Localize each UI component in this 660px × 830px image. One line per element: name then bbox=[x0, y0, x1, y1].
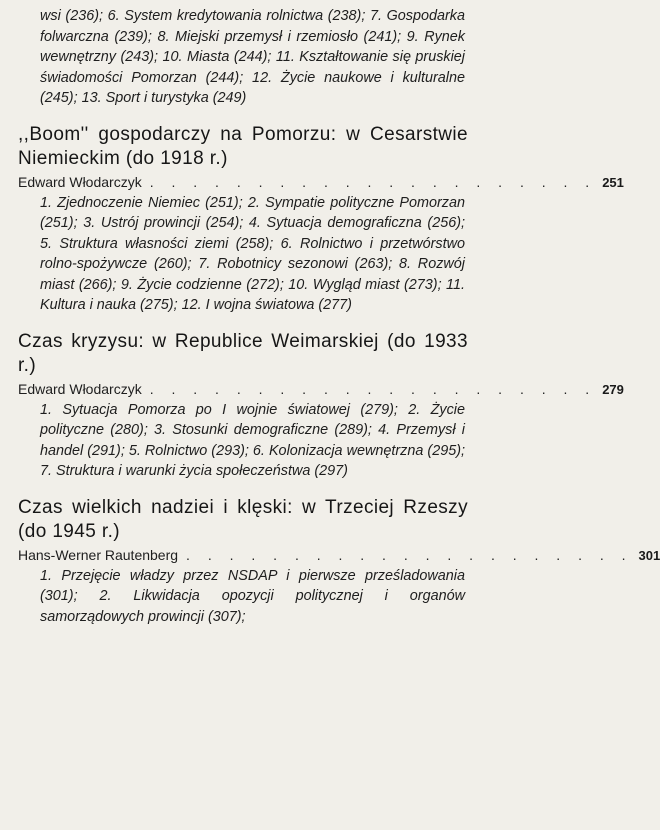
toc-entry-1[interactable] bbox=[0, 123, 624, 316]
page-number: 279 bbox=[602, 381, 624, 397]
toc-entry-2[interactable] bbox=[0, 330, 624, 482]
page-number: 251 bbox=[602, 174, 624, 190]
author-line bbox=[18, 379, 624, 400]
chapter-title: Czas wielkich nadziei i klęski: w Trzeciej Rzeszy (do 1945 r.) bbox=[18, 496, 468, 542]
chapter-author: Hans-Werner Rautenberg bbox=[18, 546, 179, 563]
author-line bbox=[18, 545, 660, 566]
dot-leader: . . . . . . . . . . . . . . . . . . . . . bbox=[149, 173, 597, 190]
author-line bbox=[18, 172, 624, 193]
chapter-author: Edward Włodarczyk bbox=[18, 380, 142, 397]
chapter-description: 1. Zjednoczenie Niemiec (251); 2. Sympatie polityczne Pomorzan (251); 3. Ustrój prowincji (254); 4. Sytuacja demograficzna (256); 5. Struktura własności ziemi (258); 6. Rolnictwo i przetwórstwo rolno-spożywcze (260); 7. Robotnicy sezonowi (263); 8. Rozwój miast (266); 9. Życie codzienne (272); 10. Wygląd miast (273); 11. Kultura i nauka (275); 12. I wojna światowa (277) bbox=[40, 194, 465, 313]
chapter-title: Czas kryzysu: w Republice Weimarskiej (do 1933 r.) bbox=[18, 330, 468, 376]
page-number: 301 bbox=[638, 547, 660, 563]
dot-leader: . . . . . . . . . . . . . . . . . . . . . bbox=[149, 380, 597, 397]
chapter-description: 1. Sytuacja Pomorza po I wojnie światowej (279); 2. Życie polityczne (280); 3. Stosunki demograficzne (289); 4. Przemysł i handel (291); 5. Rolnictwo (293); 6. Kolonizacja wewnętrzna (295); 7. Struktura i warunki życia społeczeństwa (297) bbox=[40, 401, 465, 479]
previous-chapter-description: wsi (236); 6. System kredytowania rolnictwa (238); 7. Gospodarka folwarczna (239); 8. Miejski przemysł i rzemiosło (241); 9. Rynek wewnętrzny (243); 10. Miasta (244); 11. Kształtowanie się pruskiej świadomości Pomorzan (244); 12. Życie naukowe i kulturalne (245); 13. Sport i turystyka (249) bbox=[40, 8, 465, 106]
chapter-description: 1. Przejęcie władzy przez NSDAP i pierwsze prześladowania (301); 2. Likwidacja opozycji politycznej i organów samorządowych prowincji (307); bbox=[40, 567, 465, 625]
toc-entry-3[interactable] bbox=[0, 496, 660, 628]
chapter-title: ,,Boom'' gospodarczy na Pomorzu: w Cesarstwie Niemieckim (do 1918 r.) bbox=[18, 123, 468, 169]
dot-leader: . . . . . . . . . . . . . . . . . . . . . bbox=[186, 546, 633, 563]
chapter-author: Edward Włodarczyk bbox=[18, 173, 142, 190]
